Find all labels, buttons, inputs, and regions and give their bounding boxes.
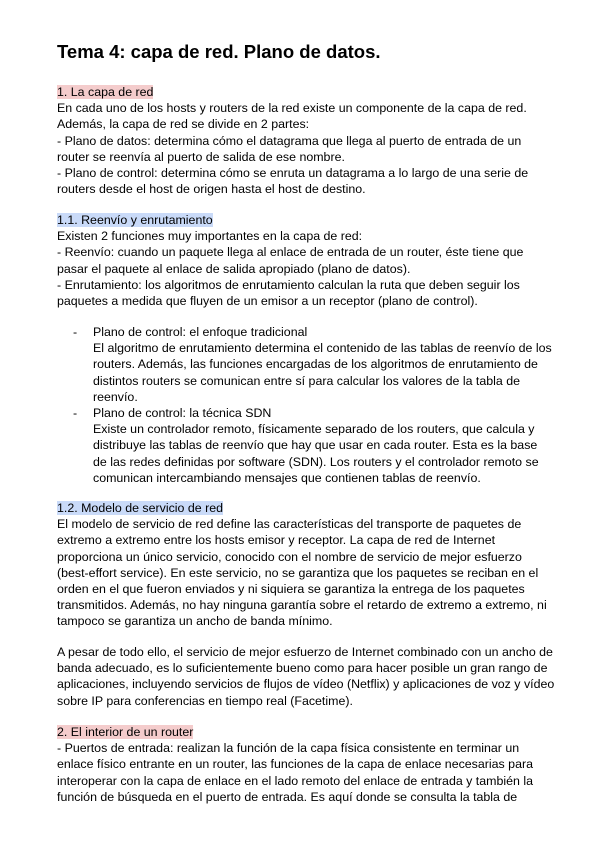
paragraph-line: Además, la capa de red se divide en 2 partes: [57, 117, 310, 132]
paragraph-line: (best-effort service). En este servicio, no se garantiza que los paquetes se reciban en el [57, 565, 539, 580]
list-dash: - [73, 405, 78, 420]
page-title: Tema 4: capa de red. Plano de datos. [57, 41, 381, 62]
list-item-line: distribuye las tablas de reenvío que hay que usar en cada router. Esta es la base [93, 438, 538, 453]
paragraph-line: extremo a extremo entre los hosts emisor y receptor. La capa de red de Internet [57, 533, 496, 548]
paragraph-line: - Reenvío: cuando un paquete llega al enlace de entrada de un router, éste tiene que [57, 245, 524, 260]
paragraph-line: - Puertos de entrada: realizan la función de la capa física consistente en terminar un [57, 741, 520, 756]
list-item-line: comunican intercambiando mensajes que contienen tablas de reenvío. [93, 470, 481, 485]
paragraph-line: - Plano de control: determina cómo se enruta un datagrama a lo largo de una serie de [57, 165, 529, 180]
list-dash: - [73, 325, 78, 339]
paragraph-line: Existen 2 funciones muy importantes en la capa de red: [57, 229, 363, 244]
paragraph-line: sobre IP para conferencias en tiempo real (Facetime). [57, 693, 353, 708]
paragraph-line: orden en el que fueron enviados y ni siquiera se garantiza la entrega de los paquetes [57, 581, 525, 596]
paragraph-line: aplicaciones, incluyendo servicios de flujos de vídeo (Netflix) y aplicaciones de voz y vídeo [57, 677, 555, 692]
paragraph-line: función de búsqueda en el puerto de entrada. Es aquí donde se consulta la tabla de [57, 789, 518, 804]
list-item-title: Plano de control: la técnica SDN [93, 405, 272, 420]
paragraph-line: interoperar con la capa de enlace en el lado remoto del enlace de entrada y también la [57, 773, 533, 788]
paragraph-line: - Enrutamiento: los algoritmos de enrutamiento calculan la ruta que deben seguir los [57, 277, 520, 292]
section-interior-router [57, 724, 533, 805]
paragraph-line: paquetes a medida que fluyen de un emisor a un receptor (plano de control). [57, 293, 478, 308]
list-item-line: Existe un controlador remoto, físicamente separado de los routers, que calcula y [93, 422, 535, 437]
section-reenvio-enrutamiento [57, 212, 523, 309]
section-la-capa-de-red [57, 84, 528, 197]
list-item [57, 324, 552, 405]
paragraph-line: En cada uno de los hosts y routers de la red existe un componente de la capa de red. [57, 101, 527, 116]
section-heading: 2. El interior de un router [57, 725, 194, 739]
list-item-title: Plano de control: el enfoque tradicional [93, 325, 308, 339]
paragraph-line: proporciona un único servicio, conocido con el nombre de servicio de mejor esfuerzo [57, 549, 522, 564]
paragraph-best-effort [57, 644, 554, 709]
list-item [57, 405, 552, 486]
section-heading: 1.2. Modelo de servicio de red [57, 501, 223, 515]
paragraph-line: transmitidos. Además, no hay ninguna garantía sobre el retardo de extremo a extremo, ni [57, 598, 547, 613]
paragraph-line: banda adecuado, es lo suficientemente bueno como para hacer posible un gran rango de [57, 661, 548, 676]
paragraph-line: routers desde el host de origen hasta el host de destino. [57, 182, 366, 197]
list-item-line: El algoritmo de enrutamiento determina el contenido de las tablas de reenvío de los [93, 341, 552, 356]
paragraph-line: - Plano de datos: determina cómo el datagrama que llega al puerto de entrada de un [57, 133, 522, 148]
list-item-line: de las redes definidas por software (SDN). Los routers y el controlador remoto se [93, 454, 539, 469]
paragraph-line: A pesar de todo ello, el servicio de mejor esfuerzo de Internet combinado con un ancho de [57, 645, 553, 659]
list-item-line: reenvío. [93, 389, 138, 404]
paragraph-line: pasar el paquete al enlace de salida apropiado (plano de datos). [57, 261, 411, 276]
section-heading: 1. La capa de red [57, 85, 154, 99]
paragraph-line: El modelo de servicio de red define las características del transporte de paquetes de [57, 517, 522, 532]
section-modelo-servicio [57, 500, 547, 630]
paragraph-line: enlace físico entrante en un router, las funciones de la capa de enlace necesarias para [57, 757, 533, 772]
control-plane-list [57, 324, 552, 486]
list-item-line: distintos routers se comunican entre sí para calcular los valores de la tabla de [93, 373, 521, 388]
section-heading: 1.1. Reenvío y enrutamiento [57, 213, 213, 227]
paragraph-line: tampoco se garantiza un ancho de banda mínimo. [57, 614, 333, 629]
list-item-line: routers. Además, las funciones encargadas de los algoritmos de enrutamiento de [93, 357, 538, 372]
paragraph-line: router se reenvía al puerto de salida de ese nombre. [57, 149, 345, 164]
